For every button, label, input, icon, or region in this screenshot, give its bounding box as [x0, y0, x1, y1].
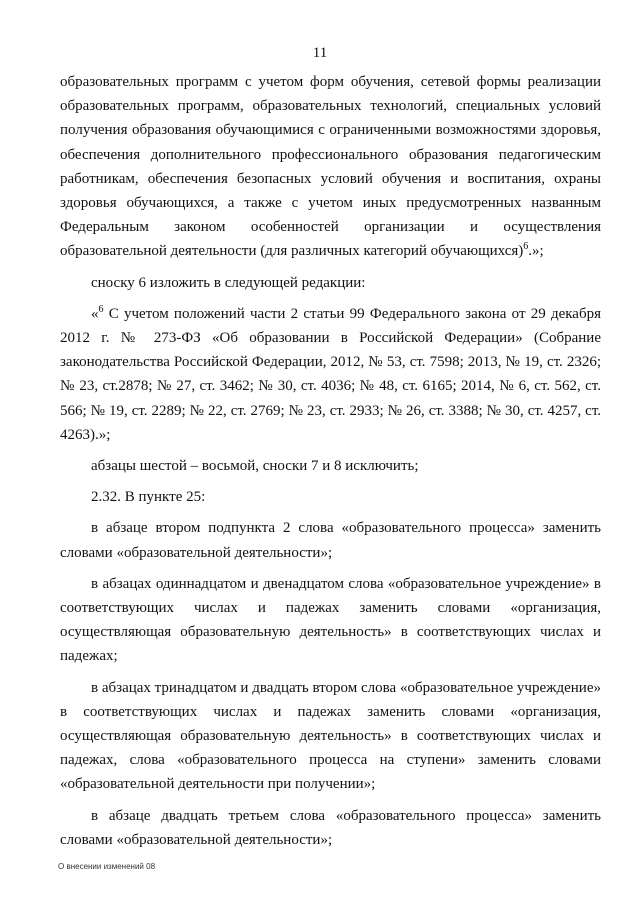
paragraph-3-lead: «	[91, 305, 99, 322]
paragraph-3	[60, 302, 601, 447]
paragraph-1-tail: .»;	[528, 243, 544, 260]
paragraph-6: в абзаце втором подпункта 2 слова «образовательного процесса» заменить словами «образовательной деятельности»;	[60, 520, 601, 561]
paragraph-7: в абзацах одиннадцатом и двенадцатом слова «образовательное учреждение» в соответствующих числах и падежах заменить словами «организация, осуществляющая образовательную деятельность» в соответствующих числах и падежах;	[60, 575, 601, 665]
paragraph-8: в абзацах тринадцатом и двадцать втором слова «образовательное учреждение» в соответствующих числах и падежах заменить словами «организация, осуществляющая образовательную деятельность» в соответствующих числах и падежах, слова «образовательного процесса на ступени» заменить словами «образовательной деятельности при получении»;	[60, 679, 601, 793]
footnote-mark-6: 6	[98, 303, 104, 315]
paragraph-5: 2.32. В пункте 25:	[91, 489, 206, 506]
paragraph-1-text: образовательных программ с учетом форм обучения, сетевой формы реализации образовательных программ, образовательных технологий, специальных условий получения образования обучающимися с ограниченными возможностями здоровья, обеспечения дополнительного профессионального образования педагогическим работникам, обеспечения безопасных условий обучения и воспитания, охраны здоровья обучающихся, а также с учетом иных предусмотренных названным Федеральным законом особенностей организации и осуществления образовательной деятельности (для различных категорий обучающихся)	[60, 74, 601, 260]
paragraph-9: в абзаце двадцать третьем слова «образовательного процесса» заменить словами «образовательной деятельности»;	[60, 807, 601, 848]
footer-note: О внесении изменений 08	[58, 862, 156, 871]
paragraph-3-text: С учетом положений части 2 статьи 99 Федерального закона от 29 декабря 2012 г. № 273-ФЗ «Об образовании в Российской Федерации» (Собрание законодательства Российской Федерации, 2012, № 53, ст. 7598; 2013, № 19, ст. 2326; № 23, ст.2878; № 27, ст. 3462; № 30, ст. 4036; № 48, ст. 6165; 2014, № 6, ст. 562, ст. 566; № 19, ст. 2289; № 22, ст. 2769; № 23, ст. 2933; № 26, ст. 3388; № 30, ст. 4257, ст. 4263).»;	[60, 305, 601, 443]
document-body	[60, 70, 601, 859]
paragraph-1	[60, 70, 601, 264]
footnote-ref-6: 6	[523, 241, 529, 253]
paragraph-2: сноску 6 изложить в следующей редакции:	[91, 274, 366, 291]
paragraph-4: абзацы шестой – восьмой, сноски 7 и 8 исключить;	[91, 458, 419, 475]
page-number: 11	[312, 45, 328, 61]
